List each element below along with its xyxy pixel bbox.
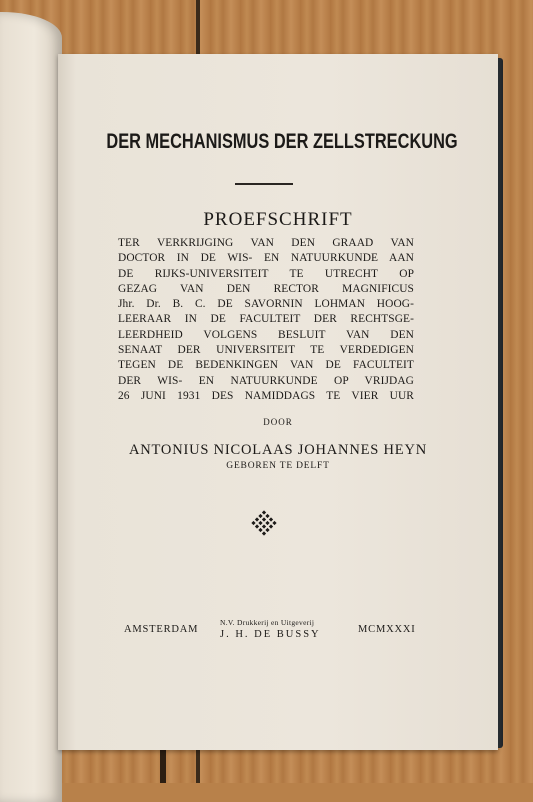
text-line: TER VERKRIJGING VAN DEN GRAAD VAN [118, 237, 414, 249]
text-line: Jhr. Dr. B. C. DE SAVORNIN LOHMAN HOOG- [118, 298, 414, 311]
text-line: TEGEN DE BEDENKINGEN VAN DE FACULTEIT [118, 359, 414, 372]
publication-year: MCMXXXI [358, 624, 416, 635]
text-line: 26 JUNI 1931 DES NAMIDDAGS TE VIER UUR [118, 389, 414, 402]
text-line: DE RIJKS-UNIVERSITEIT TE UTRECHT OP [118, 267, 414, 280]
book-title: DER MECHANISMUS DER ZELLSTRECKUNG [106, 130, 458, 153]
text-line: GEZAG VAN DEN RECTOR MAGNIFICUS [118, 282, 414, 295]
left-page-edge [0, 12, 62, 802]
text-line: DOCTOR IN DE WIS- EN NATUURKUNDE AAN [118, 252, 414, 265]
text-line: LEERDHEID VOLGENS BESLUIT VAN DEN [118, 328, 414, 341]
text-line: LEERAAR IN DE FACULTEIT DER RECHTSGE- [118, 313, 414, 326]
diamond-ornament-icon [251, 510, 277, 536]
dissertation-text [118, 236, 414, 404]
by-label: DOOR [263, 417, 293, 427]
publication-place: AMSTERDAM [124, 624, 199, 635]
page-content [58, 54, 498, 750]
text-line: SENAAT DER UNIVERSITEIT TE VERDEDIGEN [118, 344, 414, 357]
printer-line: N.V. Drukkerij en Uitgeverij [220, 618, 315, 627]
text-line: DER WIS- EN NATUURKUNDE OP VRIJDAG [118, 374, 414, 387]
author-birthplace: GEBOREN TE DELFT [226, 461, 330, 471]
author-name: ANTONIUS NICOLAAS JOHANNES HEYN [128, 442, 428, 458]
title-divider [235, 183, 293, 185]
printer-name: J. H. DE BUSSY [220, 629, 321, 640]
book-subtitle: PROEFSCHRIFT [203, 209, 353, 230]
title-page [58, 54, 498, 750]
